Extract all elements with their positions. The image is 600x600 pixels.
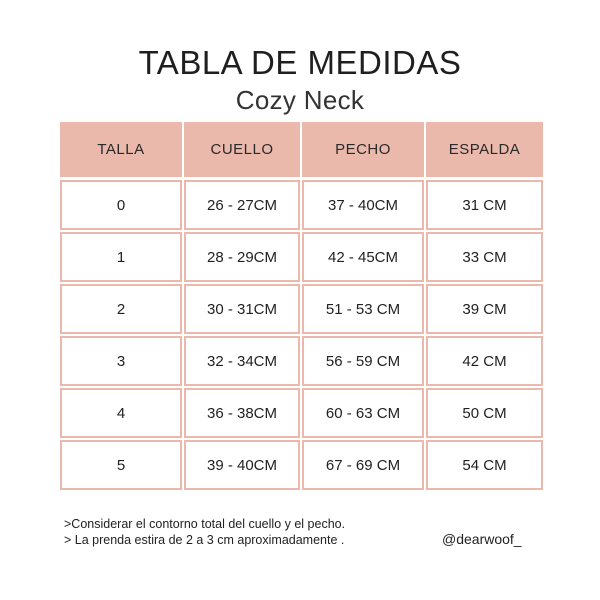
note-stretch: > La prenda estira de 2 a 3 cm aproximadamente .: [64, 533, 345, 547]
cell-pecho: 51 - 53 CM: [302, 284, 424, 334]
cell-talla: 3: [60, 336, 182, 386]
cell-espalda: 50 CM: [426, 388, 543, 438]
cell-cuello: 28 - 29CM: [184, 232, 300, 282]
cell-cuello: 32 - 34CM: [184, 336, 300, 386]
header-cuello: CUELLO: [184, 122, 300, 177]
cell-pecho: 37 - 40CM: [302, 180, 424, 230]
cell-pecho: 42 - 45CM: [302, 232, 424, 282]
notes: [64, 516, 345, 548]
cell-talla: 4: [60, 388, 182, 438]
cell-talla: 5: [60, 440, 182, 490]
page-title: TABLA DE MEDIDAS: [138, 44, 462, 81]
table-row: [60, 440, 543, 490]
table-row: [60, 180, 543, 230]
table-row: [60, 336, 543, 386]
cell-espalda: 33 CM: [426, 232, 543, 282]
cell-pecho: 67 - 69 CM: [302, 440, 424, 490]
header-talla: TALLA: [60, 122, 182, 177]
cell-pecho: 56 - 59 CM: [302, 336, 424, 386]
product-name: Cozy Neck: [235, 85, 365, 115]
cell-cuello: 26 - 27CM: [184, 180, 300, 230]
table-row: [60, 284, 543, 334]
table-row: [60, 388, 543, 438]
note-measure-contour: >Considerar el contorno total del cuello y el pecho.: [64, 517, 346, 531]
cell-espalda: 54 CM: [426, 440, 543, 490]
size-table: [60, 122, 543, 492]
header-pecho: PECHO: [302, 122, 424, 177]
cell-talla: 2: [60, 284, 182, 334]
cell-espalda: 42 CM: [426, 336, 543, 386]
table-row: [60, 232, 543, 282]
cell-talla: 0: [60, 180, 182, 230]
cell-cuello: 39 - 40CM: [184, 440, 300, 490]
social-handle: @dearwoof_: [442, 531, 522, 547]
cell-talla: 1: [60, 232, 182, 282]
cell-espalda: 31 CM: [426, 180, 543, 230]
cell-cuello: 36 - 38CM: [184, 388, 300, 438]
cell-cuello: 30 - 31CM: [184, 284, 300, 334]
header-espalda: ESPALDA: [426, 122, 543, 177]
cell-pecho: 60 - 63 CM: [302, 388, 424, 438]
cell-espalda: 39 CM: [426, 284, 543, 334]
table-header-row: [60, 122, 543, 177]
